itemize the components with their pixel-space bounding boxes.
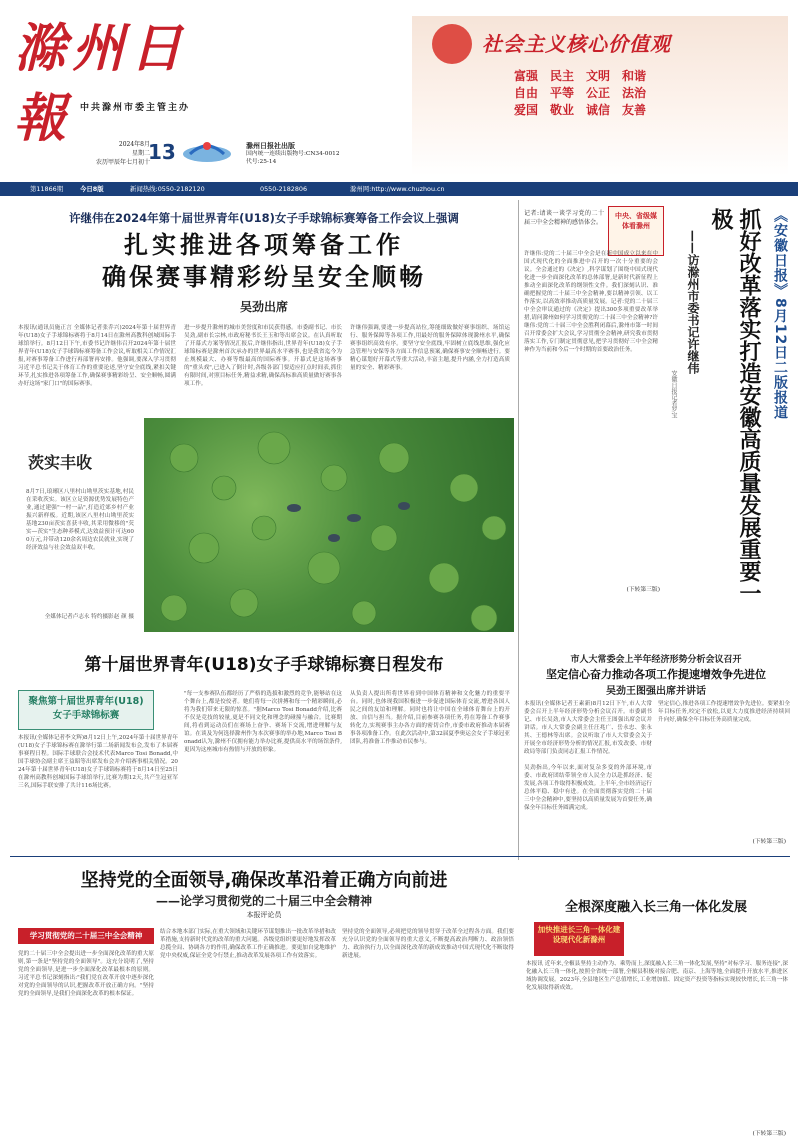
yrd-title: 全根深度融入长三角一体化发展: [564, 900, 747, 915]
lead-title-1: 扎实推进各项筹备工作: [124, 231, 404, 259]
red-lantern-icon: [432, 24, 472, 64]
date-line1: 2024年8月: [118, 141, 150, 148]
newspaper-title: 滁州日報: [14, 19, 189, 149]
value-4: 和谐: [621, 69, 646, 83]
yrd-more[interactable]: (下转第三版): [752, 1131, 786, 1137]
publisher: 滁州日报社出版: [246, 141, 295, 150]
day-number: 13: [148, 140, 176, 164]
media-badge-text: 中央、省级媒体看滁州: [615, 212, 657, 230]
people-kicker: 市人大常委会上半年经济形势分析会议召开: [570, 655, 742, 665]
feature-subtitle: ——访滁州市委书记许继伟: [686, 230, 700, 374]
value-9: 爱国: [513, 103, 538, 117]
handball-col-2: "每一支参赛队伍都经历了严格的选拔和激烈的竞争,能够站在这个舞台上,都是佼佼者。她们将每一次拼搏和每一个精彩瞬间,必将为我们带来无限的惊喜。"据Marco Tosi Bonadd介绍,比赛不仅是竞技的较量,更是不同文化和理念的碰撞与融合。比赛期间,将看到运动员们在赛场上奋争、赛场下交流,增进理解与友谊。在谈及为何选择滁州作为本次赛事的举办地,Marco Tosi Bonadd认为,滁州不仅拥有能力举办比赛,提供高水平的场馆条件,更因为这座城市有热情与开放的形象。: [184, 691, 342, 753]
lead-col-2: 进一步提升滁州的城市美誉度和市民获得感。市委副书记、市长吴劲,副市长宗林,市政府秘书长王玉和等出席会议。在认真听取了开幕式方案等情况汇报后,许继伟指出,世界青年(U18)女子手球锦标赛是滁州首次承办的世界最高水平赛事,也是我省迄今为止规模最大、办赛等级最高的国际赛事。开幕式是这场赛事的"重头戏",已进入了倒计时,各级各部门要适应打点时间表,抓住有限时间,对照目标任务,精益求精,确保高标准高质量做好赛事各项工作。: [184, 325, 342, 387]
media-badge: [608, 206, 664, 256]
value-2: 民主: [549, 69, 574, 83]
value-8: 法治: [621, 86, 646, 100]
website-link[interactable]: 滁州网:http://www.chuzhou.cn: [350, 185, 445, 193]
issue-number: 第11866期: [30, 185, 64, 193]
lead-col-3: 许继伟强调,要进一步提高站位,筹能细致做好赛事组织、场馆运行、服务保障等各项工作,用最好的服务保障体现滁州水平,确保赛事组织高效有序。要坚守安全底线,牢固树立底线思维,强化应急管理与安保等各方面工作信息预案,确保赛事安全顺畅进行。要精心谋划好开幕式等重大活动,丰富主题,提升内涵,全力打造高质量的安全、精彩赛事。: [350, 325, 510, 371]
values-banner: [412, 16, 788, 176]
handball-label-box: [18, 690, 154, 730]
games-logo: [180, 136, 234, 166]
people-more[interactable]: (下转第三版): [752, 839, 786, 845]
editorial-title: 坚持党的全面领导,确保改革沿着正确方向前进: [80, 870, 448, 891]
value-5: 自由: [513, 86, 538, 100]
editorial-subtitle: ——论学习贯彻党的二十届三中全会精神: [155, 894, 372, 908]
people-subtitle: 吴劲王图强出席并讲话: [606, 686, 706, 697]
handball-col-1: 本报讯(全媒体记者李文辉)8月12日上午,2024年第十届世界青年(U18)女子手球锦标赛在滁举行第二场新闻发布会,发布了本届赛事赛程日程。国际手球联合会技术代表Marco Tosi Bonadd,中国手球协会副主席王益昭等出席发布会并介绍赛事相关情况。2024年第十届世界青年(U18)女子手球锦标赛将于8月14日至25日在滁州高教科创城国际手球馆举行,比赛为期12天,共产生冠亚军三名,国际手联安排了共计116场比赛。: [18, 735, 178, 789]
lead-kicker: 许继伟在2024年第十届世界青年(U18)女子手球锦标赛筹备工作会议上强调: [69, 211, 459, 225]
info-bar: [0, 182, 798, 196]
photo-title: 茨实丰收: [28, 453, 93, 472]
people-col-2: 吴劲指出,今年以来,面对复杂多变的外部环境,市委、市政府团结带领全市人民全力以赴抓经济、促发展,各项工作取得积极成效。上半年,全市经济运行总体平稳、稳中有进。在全面贯彻落实党的二十届三中全会精神中,要坚持以高质量发展为首要任务,确保全年目标任务圆满完成。: [524, 765, 652, 811]
value-3: 文明: [585, 69, 610, 83]
date-line3: 农历甲辰年七月初十: [95, 159, 150, 166]
interview-body: 许继伟:党的二十届三中全会是在新中国成立以来在中国式现代化的全面推进中召开的一次十分重要的会议。全会通过的《决定》,科学谋划了围绕中国式现代化进一步全面深化改革的总体部署,是新时代新征程上推动全面深化改革的纲领性文件。我们深刻认识、准确把握党的二十届三中全会精神,要以精神引领、以工作落实,以高效率推动高质量发展。记者:党的二十届三中全会审议通过的《决定》提出300多项重要改革举措,请问滁州如何学习贯彻党的二十届三中全会精神?许继伟:党的二十届三中全会胜利闭幕后,滁州市第一时间召开常委会扩大会议,学习贯彻全会精神,研究我市贯彻落实工作,专门制定贯彻意见,把学习贯彻好三中全会精神作为当前和今后一个时期的首要政治任务。: [524, 251, 658, 353]
newspaper-subtitle: 中共滁州市委主管主办: [80, 103, 191, 113]
people-title: 坚定信心奋力推动各项工作提速增效争先进位: [546, 668, 766, 681]
core-values-grid: [508, 68, 708, 119]
editorial-col-1: 党的二十届三中全会提出进一步全面深化改革的重大原则,第一条是"坚持党的全面领导"。这充分说明了,坚持党的全面领导,是进一步全面深化改革最根本的原则。习近平总书记深刻指出:"我们党在改革开放中逐步深化对党的全面领导的认识,把握改革开放正确方向。"坚持党的全面领导,是我们全面深化改革的根本保证。: [18, 951, 154, 997]
mail-code: 代号:25-14: [246, 159, 277, 165]
lily-pads-graphic: [144, 418, 514, 632]
section-rule: [10, 856, 790, 857]
editorial-col-2: 结合本地本部门实际,在重大领域和关键环节谋划推出一批改革举措和改革措施,支持新时代党的改革的重大问题。各级党组织要更好地发挥改革总揽全局、协调各方的作用,确保改革工作正确推进。要更加自觉地维护党中央权威,保证全党令行禁止,推动改革发展各项工作有效落实。: [160, 929, 336, 959]
value-1: 富强: [513, 69, 538, 83]
editorial-col-3: 坚持党的全面领导,必须把党的领导贯穿于改革全过程各方面。我们要充分认识党的全面领导的重大意义,不断提高政治判断力、政治领悟力、政治执行力,以全面深化改革的新成效推动中国式现代化不断取得新进展。: [342, 929, 514, 959]
value-6: 平等: [549, 86, 574, 100]
date-line2: 星期二: [131, 150, 150, 157]
publisher-block: [246, 142, 396, 166]
value-7: 公正: [585, 86, 610, 100]
editorial-tag: [18, 928, 154, 944]
yrd-body: 本报讯 近年来,全椒县坚持主动作为、乘势而上,深度融入长三角一体化发展,坚持"对标学习、服务连接",深化融入长三角一体化,按照全省统一部署,全椒县积极对接合肥、南京、上海等地,全面提升开放水平,推进区域协调发展。2023年,全县地区生产总值增长,工业增加值、固定资产投资等指标实现较快增长,长三角一体化发展取得新成效。: [526, 961, 788, 991]
feature-title: 抓好改革落实打造安徽高质量发展重要一极: [708, 208, 761, 604]
news-hotline: 新闻热线:0550-2182120: [130, 185, 205, 193]
yrd-label-box: [534, 922, 624, 956]
lead-title-2: 确保赛事精彩纷呈安全顺畅: [102, 263, 426, 291]
values-slogan: 社会主义核心价值观: [482, 32, 671, 56]
value-11: 诚信: [585, 103, 610, 117]
people-col-1: 本报讯(全媒体记者王素新)8月12日下午,市人大常委会召开上半年经济形势分析会议召开。市委副书记、市长吴劲,市人大常委会主任王图强出席会议并讲话。市人大常委会副主任汪兆广、岳永忠、张永其、王德林等出席。会议听取了市人大常委会关于开展全市经济形势分析的情况汇报,市发改委、市财政局等部门负责同志汇报工作情况。: [524, 701, 652, 755]
page-count: 今日8版: [80, 185, 104, 193]
value-10: 敬业: [549, 103, 574, 117]
feature-kicker: 《安徽日报》8月12日二版报道: [772, 208, 788, 421]
column-divider: [518, 200, 519, 860]
people-col-3: 坚定信心,推进各项工作提速增效争先进位。要紧扣全年目标任务,咬定不放松,以更大力度推进经济持续回升向好,确保全年目标任务高质量完成。: [658, 701, 790, 723]
handball-col-3: 从负责人提出所将世界看到中国体育精神和文化魅力的重要平台。同时,也体现我国积极进一步促进国际体育交流,增进各国人民之间的友谊和理解。同时也将让中国在全球体育舞台上的开放、自信与担当。据介绍,目前参赛各项任务,将在筹备工作赛事转化力,实现赛事主办各方面的密切合作,市委市政府推动本届赛事各项准备工作。在此次活动中,第32届夏季奥运会女子手球冠亚团队,将准备工作推动市民参与。: [350, 691, 510, 745]
handball-label: 聚焦第十届世界青年(U18)女子手球锦标赛: [28, 696, 144, 721]
editorial-tag-text: 学习贯彻党的二十届三中全会精神: [29, 931, 143, 940]
photo-credit: 全媒体记者卢志永 特约摄影赵 颜 摄: [44, 614, 134, 620]
handball-title: 第十届世界青年(U18)女子手球锦标赛日程发布: [84, 655, 444, 675]
interview-more[interactable]: (下转第三版): [626, 587, 660, 593]
feature-byline: 安徽日报记者罗宝: [670, 370, 677, 418]
cn-number: 国内统一连续出版物号:CN34-0012: [246, 151, 340, 157]
lotus-field-photo: [144, 418, 514, 632]
yrd-label: 加快推进长三角一体化建设现代化新滁州: [537, 925, 621, 944]
photo-caption: 8月7日,琅琊区八里村山坳里茨实基地,村民在采收茨实。该区立足资源优势发展特色产业,通过建强"一村一品",打造近郊乡村产业振兴新样板。近期,该区八里村山坳里茨实基地230亩茨实喜获丰收,其采用微移的"芡实—茨实"生态种养模式,达效益预计可达600万元,并带动120余名周边农民就业,实现了经济效益与社会效益双丰收。: [26, 489, 134, 551]
ad-hotline: 0550-2182806: [260, 185, 308, 193]
lead-subtitle: 吴劲出席: [239, 300, 288, 314]
lead-col-1: 本报讯(通讯员施正言 全媒体记者张乔兴)2024年第十届世界青年(U18)女子手球锦标赛将于8月14日在滁州高教科创城国际手球馆举行。8月12日下午,市委书记许继伟召开2024年第十届世界青年(U18)女子手球锦标赛筹备工作会议,听取相关工作情况汇报,对赛事筹备工作进行再部署再安排。他强调,要深入学习贯彻习近平总书记关于体育工作的重要论述,坚守安全底线,紧扣关键环节,扎实推进各项筹备工作,确保赛事精彩纷呈、安全顺畅,圆满办好这场"家门口"的国际赛事。: [18, 325, 176, 387]
editorial-byline: 本报评论员: [246, 911, 282, 919]
value-12: 友善: [621, 103, 646, 117]
date-block: [70, 140, 150, 170]
interview-intro: 记者:请谈一谈学习党的二十届三中全会精神的感悟体会。: [524, 210, 604, 226]
